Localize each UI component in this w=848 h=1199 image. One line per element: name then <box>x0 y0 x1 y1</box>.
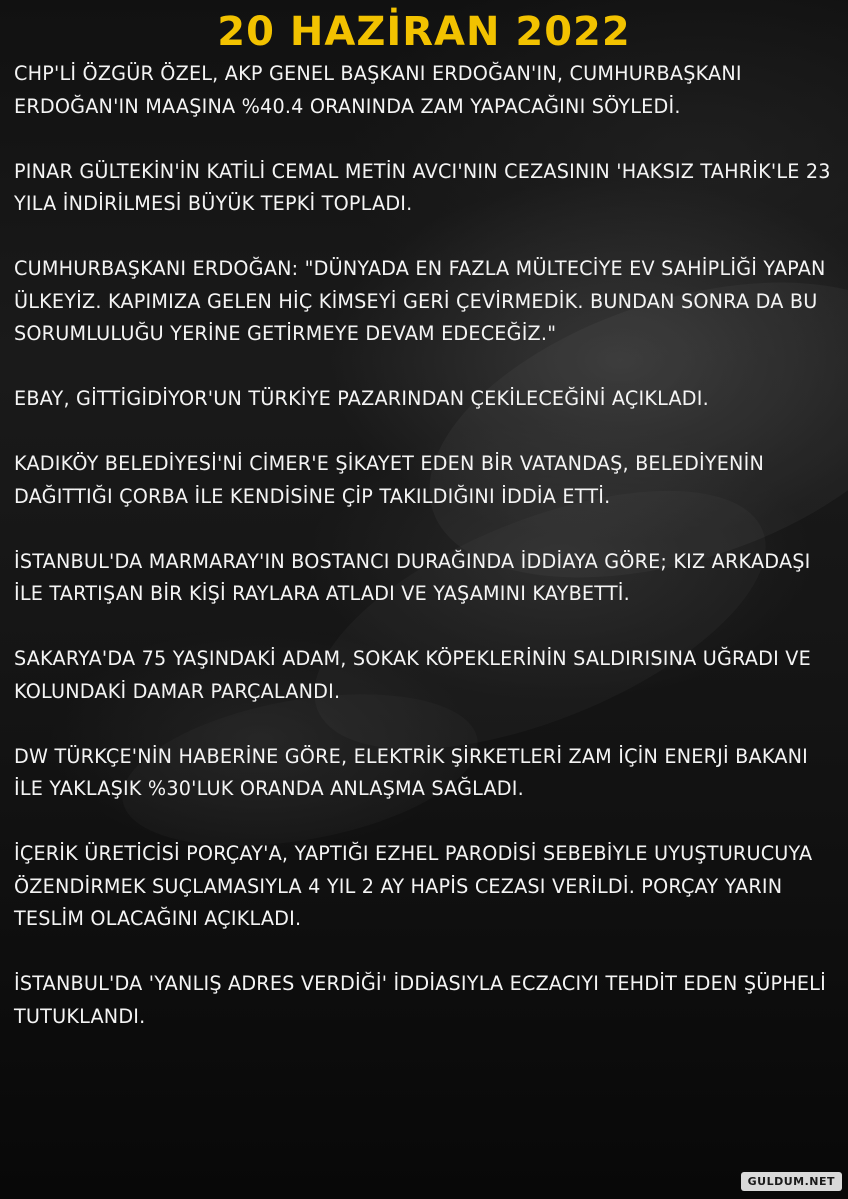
news-item: SAKARYA'DA 75 YAŞINDAKİ ADAM, SOKAK KÖPEKLERİNİN SALDIRISINA UĞRADI VE KOLUNDAKİ DAMAR PARÇALANDI. <box>14 647 811 703</box>
news-item: CHP'Lİ ÖZGÜR ÖZEL, AKP GENEL BAŞKANI ERDOĞAN'IN, CUMHURBAŞKANI ERDOĞAN'IN MAAŞINA %40.4 ORANINDA ZAM YAPACAĞINI SÖYLEDİ. <box>14 62 742 118</box>
news-item: EBAY, GİTTİGİDİYOR'UN TÜRKİYE PAZARINDAN ÇEKİLECEĞİNİ AÇIKLADI. <box>14 387 709 410</box>
watermark-badge: GULDUM.NET <box>741 1172 842 1191</box>
news-item: İÇERİK ÜRETİCİSİ PORÇAY'A, YAPTIĞI EZHEL PARODİSİ SEBEBİYLE UYUŞTURUCUYA ÖZENDİRMEK SUÇLAMASIYLA 4 YIL 2 AY HAPİS CEZASI VERİLDİ. PORÇAY YARIN TESLİM OLACAĞINI AÇIKLADI. <box>14 842 813 930</box>
news-list <box>14 58 840 1033</box>
news-item: CUMHURBAŞKANI ERDOĞAN: "DÜNYADA EN FAZLA MÜLTECİYE EV SAHİPLİĞİ YAPAN ÜLKEYİZ. KAPIMIZA GELEN HİÇ KİMSEYİ GERİ ÇEVİRMEDİK. BUNDAN SONRA DA BU SORUMLULUĞU YERİNE GETİRMEYE DEVAM EDECEĞİZ." <box>14 257 826 345</box>
page-title: 20 HAZİRAN 2022 <box>217 9 631 55</box>
news-item: KADIKÖY BELEDİYESİ'Nİ CİMER'E ŞİKAYET EDEN BİR VATANDAŞ, BELEDİYENİN DAĞITTIĞI ÇORBA İLE KENDİSİNE ÇİP TAKILDIĞINI İDDİA ETTİ. <box>14 452 765 508</box>
news-item: PINAR GÜLTEKİN'İN KATİLİ CEMAL METİN AVCI'NIN CEZASININ 'HAKSIZ TAHRİK'LE 23 YILA İNDİRİLMESİ BÜYÜK TEPKİ TOPLADI. <box>14 159 831 215</box>
news-item: DW TÜRKÇE'NİN HABERİNE GÖRE, ELEKTRİK ŞİRKETLERİ ZAM İÇİN ENERJİ BAKANI İLE YAKLAŞIK %30'LUK ORANDA ANLAŞMA SAĞLADI. <box>14 744 808 800</box>
news-item: İSTANBUL'DA 'YANLIŞ ADRES VERDİĞİ' İDDİASIYLA ECZACIYI TEHDİT EDEN ŞÜPHELİ TUTUKLANDI. <box>14 972 826 1028</box>
news-item: İSTANBUL'DA MARMARAY'IN BOSTANCI DURAĞINDA İDDİAYA GÖRE; KIZ ARKADAŞI İLE TARTIŞAN BİR KİŞİ RAYLARA ATLADI VE YAŞAMINI KAYBETTİ. <box>14 549 811 605</box>
